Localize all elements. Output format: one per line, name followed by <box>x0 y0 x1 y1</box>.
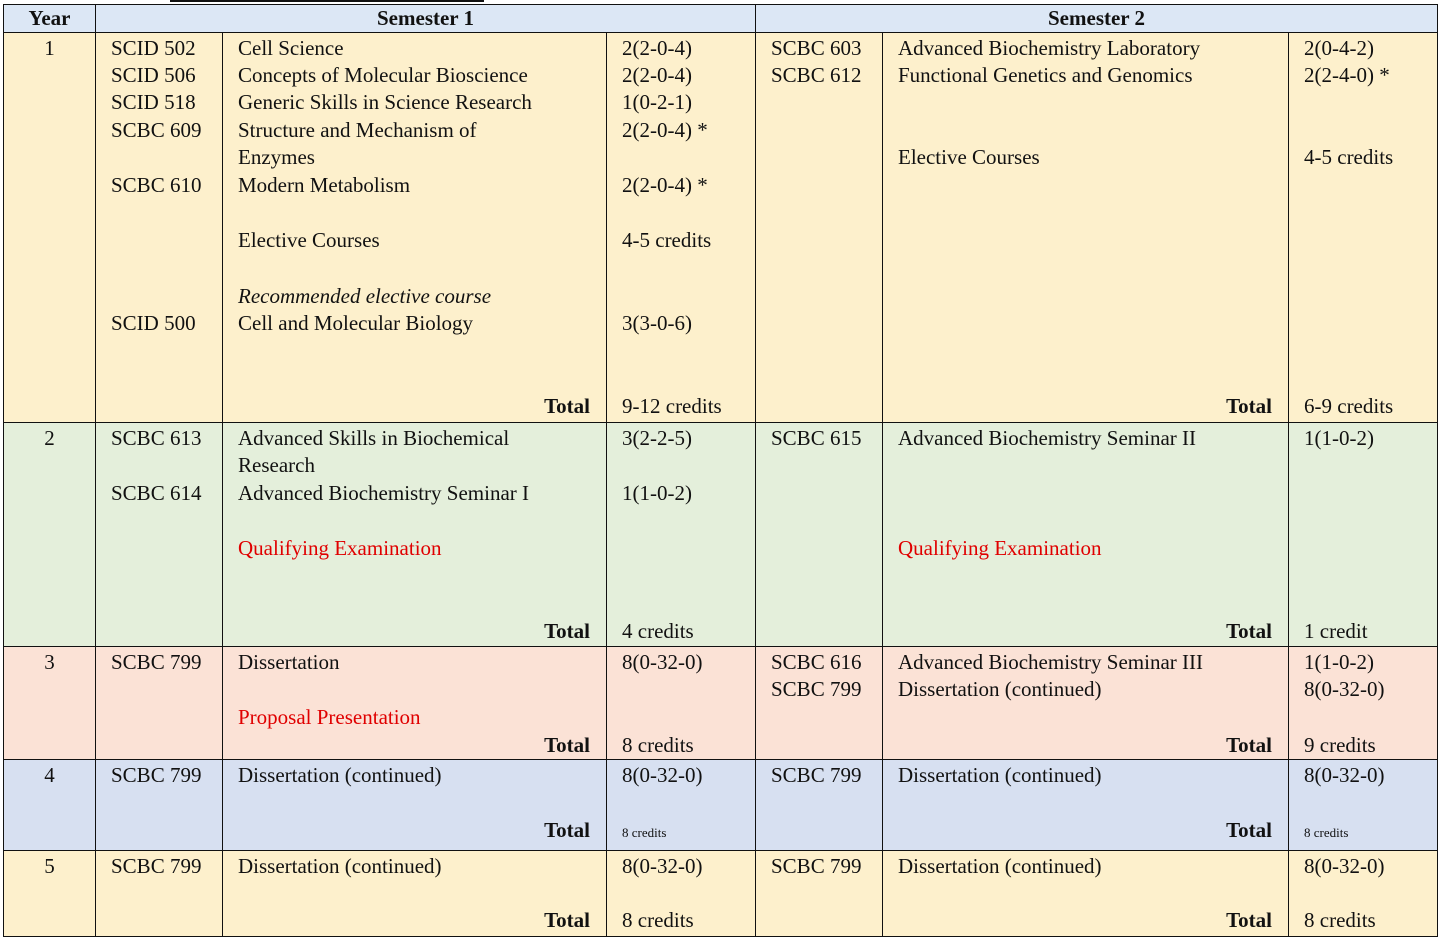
total-label: Total <box>544 908 590 932</box>
course-title: Dissertation (continued) <box>238 763 442 787</box>
s1-course-cell <box>223 851 607 937</box>
course-title: Cell and Molecular Biology <box>238 311 474 335</box>
s1-code-cell <box>96 423 223 647</box>
course-code: SCBC 799 <box>111 854 202 878</box>
total-credits: 1 credit <box>1304 619 1368 643</box>
course-code: SCBC 799 <box>111 650 202 674</box>
year-number: 4 <box>44 763 55 787</box>
qualifying-exam-label: Qualifying Examination <box>238 536 442 560</box>
total-label: Total <box>1226 733 1272 757</box>
course-code: SCBC 799 <box>771 854 862 878</box>
total-credits: 9-12 credits <box>622 394 722 418</box>
s2-credit-cell <box>1289 33 1438 423</box>
s2-code-cell <box>756 423 883 647</box>
course-code: SCBC 799 <box>771 677 862 701</box>
total-credits: 9 credits <box>1304 733 1376 757</box>
s2-code-cell <box>756 851 883 937</box>
s1-code-cell <box>96 760 223 851</box>
course-title: Dissertation (continued) <box>898 854 1102 878</box>
top-rule <box>170 0 484 2</box>
course-code: SCBC 612 <box>771 63 862 87</box>
s1-course-cell <box>223 647 607 760</box>
s2-credit-cell <box>1289 647 1438 760</box>
s2-course-cell <box>883 423 1289 647</box>
s2-code-cell <box>756 33 883 423</box>
course-title: Elective Courses <box>898 145 1040 169</box>
course-title: Cell Science <box>238 36 344 60</box>
s2-course-cell <box>883 647 1289 760</box>
s1-credit-cell <box>607 760 756 851</box>
total-label: Total <box>544 818 590 842</box>
year-cell <box>4 423 96 647</box>
credit-value: 2(2-4-0) * <box>1304 63 1390 87</box>
s1-course-cell <box>223 760 607 851</box>
credit-value: 1(1-0-2) <box>622 481 692 505</box>
credit-value: 1(0-2-1) <box>622 90 692 114</box>
course-title: Advanced Skills in Biochemical <box>238 426 510 450</box>
year-cell <box>4 33 96 423</box>
credit-value: 2(2-0-4) * <box>622 173 708 197</box>
credit-value: 2(2-0-4) * <box>622 118 708 142</box>
total-label: Total <box>544 394 590 418</box>
total-credits: 8 credits <box>622 733 694 757</box>
s1-code-cell <box>96 851 223 937</box>
course-title: Dissertation (continued) <box>238 854 442 878</box>
course-title: Structure and Mechanism of <box>238 118 477 142</box>
s1-credit-cell <box>607 647 756 760</box>
course-title: Elective Courses <box>238 228 380 252</box>
total-label: Total <box>544 733 590 757</box>
course-code: SCID 500 <box>111 311 196 335</box>
proposal-presentation-label: Proposal Presentation <box>238 705 421 729</box>
recommended-elective-label: Recommended elective course <box>238 284 492 308</box>
s1-credit-cell <box>607 423 756 647</box>
course-title: Advanced Biochemistry Laboratory <box>898 36 1201 60</box>
course-code: SCBC 615 <box>771 426 862 450</box>
total-label: Total <box>1226 394 1272 418</box>
semester-1-header: Semester 1 <box>96 5 756 33</box>
course-code: SCBC 609 <box>111 118 202 142</box>
credit-value: 8(0-32-0) <box>622 763 703 787</box>
course-title: Advanced Biochemistry Seminar II <box>898 426 1196 450</box>
credit-value: 3(3-0-6) <box>622 311 692 335</box>
s2-code-cell <box>756 760 883 851</box>
total-label: Total <box>1226 818 1272 842</box>
year-2-row <box>4 423 1438 647</box>
credit-value: 8(0-32-0) <box>1304 854 1385 878</box>
course-title: Concepts of Molecular Bioscience <box>238 63 528 87</box>
credit-value: 8(0-32-0) <box>622 650 703 674</box>
credit-value: 1(1-0-2) <box>1304 650 1374 674</box>
s2-code-cell <box>756 647 883 760</box>
course-title: Functional Genetics and Genomics <box>898 63 1193 87</box>
s2-credit-cell <box>1289 423 1438 647</box>
course-code: SCBC 616 <box>771 650 862 674</box>
s1-course-cell <box>223 33 607 423</box>
year-cell <box>4 851 96 937</box>
credit-value: 8(0-32-0) <box>1304 677 1385 701</box>
credit-value: 3(2-2-5) <box>622 426 692 450</box>
credit-value: 8(0-32-0) <box>1304 763 1385 787</box>
total-credits: 8 credits <box>622 908 694 932</box>
year-number: 5 <box>44 854 55 878</box>
header-row <box>4 5 1438 33</box>
total-credits: 6-9 credits <box>1304 394 1394 418</box>
year-3-row <box>4 647 1438 760</box>
course-title: Modern Metabolism <box>238 173 411 197</box>
s1-credit-cell <box>607 851 756 937</box>
course-title: Generic Skills in Science Research <box>238 90 532 114</box>
year-cell <box>4 647 96 760</box>
course-code: SCID 506 <box>111 63 196 87</box>
credit-value: 2(2-0-4) <box>622 63 692 87</box>
total-credits: 8 credits <box>1304 908 1376 932</box>
study-plan-table <box>3 4 1438 937</box>
course-code: SCBC 799 <box>111 763 202 787</box>
total-credits: 4 credits <box>622 619 694 643</box>
course-title: Advanced Biochemistry Seminar I <box>238 481 530 505</box>
s1-course-cell <box>223 423 607 647</box>
credit-value: 4-5 credits <box>622 228 712 252</box>
course-code: SCID 502 <box>111 36 196 60</box>
semester-2-header: Semester 2 <box>756 5 1438 33</box>
course-code: SCBC 613 <box>111 426 202 450</box>
course-title: Dissertation (continued) <box>898 677 1102 701</box>
course-title: Dissertation (continued) <box>898 763 1102 787</box>
credit-value: 2(0-4-2) <box>1304 36 1374 60</box>
year-number: 1 <box>44 36 55 60</box>
course-code: SCID 518 <box>111 90 196 114</box>
course-title: Dissertation <box>238 650 340 674</box>
credit-value: 2(2-0-4) <box>622 36 692 60</box>
course-title: Research <box>238 453 315 477</box>
year-cell <box>4 760 96 851</box>
year-number: 3 <box>44 650 55 674</box>
s1-credit-cell <box>607 33 756 423</box>
total-label: Total <box>544 619 590 643</box>
s2-credit-cell <box>1289 760 1438 851</box>
total-credits: 8 credits <box>622 825 667 840</box>
s1-code-cell <box>96 647 223 760</box>
s2-course-cell <box>883 851 1289 937</box>
course-code: SCBC 603 <box>771 36 862 60</box>
s2-course-cell <box>883 33 1289 423</box>
course-title: Advanced Biochemistry Seminar III <box>898 650 1203 674</box>
s2-course-cell <box>883 760 1289 851</box>
qualifying-exam-label: Qualifying Examination <box>898 536 1102 560</box>
year-1-row <box>4 33 1438 423</box>
course-code: SCBC 614 <box>111 481 202 505</box>
s2-credit-cell <box>1289 851 1438 937</box>
year-5-row <box>4 851 1438 937</box>
total-credits: 8 credits <box>1304 825 1349 840</box>
credit-value: 1(1-0-2) <box>1304 426 1374 450</box>
year-4-row <box>4 760 1438 851</box>
year-header: Year <box>4 5 96 33</box>
course-code: SCBC 610 <box>111 173 202 197</box>
total-label: Total <box>1226 908 1272 932</box>
year-number: 2 <box>44 426 55 450</box>
course-title: Enzymes <box>238 145 315 169</box>
course-code: SCBC 799 <box>771 763 862 787</box>
credit-value: 8(0-32-0) <box>622 854 703 878</box>
s1-code-cell <box>96 33 223 423</box>
total-label: Total <box>1226 619 1272 643</box>
credit-value: 4-5 credits <box>1304 145 1394 169</box>
